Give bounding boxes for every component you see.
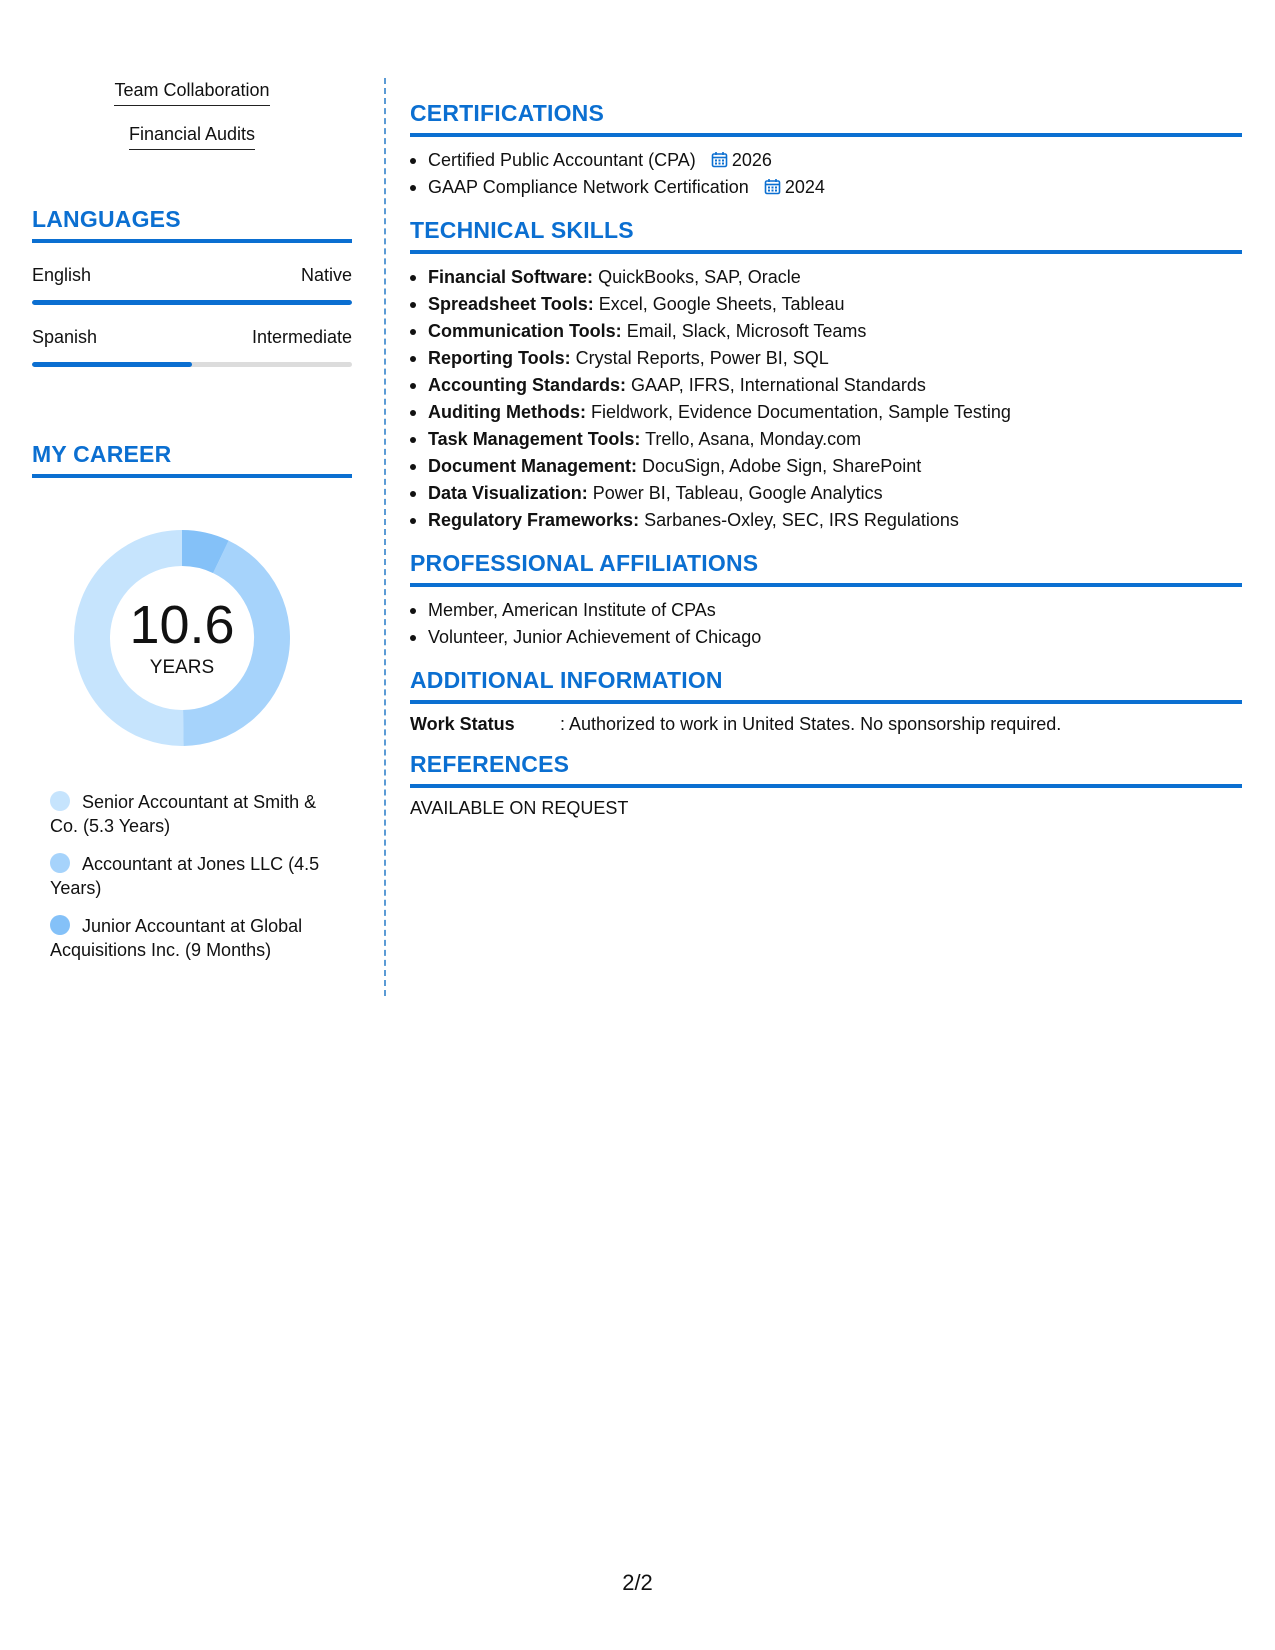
skill-item [410,507,1242,534]
certification-name: Certified Public Accountant (CPA) [428,150,696,170]
skill-item [410,399,1242,426]
skill-label: Communication Tools: [428,321,622,341]
skill-item [410,372,1242,399]
languages-title: LANGUAGES [32,206,181,232]
technical-skills-title: TECHNICAL SKILLS [410,217,634,243]
skill-label: Regulatory Frameworks: [428,510,640,530]
certification-year: 2024 [784,177,825,197]
certification-item [410,174,1242,201]
career-title: MY CAREER [32,441,172,467]
section-rule [410,700,1242,704]
legend-dot-icon [50,853,70,873]
skill-label: Accounting Standards: [428,375,627,395]
skill-item [410,318,1242,345]
skill-label: Task Management Tools: [428,429,641,449]
calendar-icon [711,151,728,168]
technical-skills-section [410,217,1242,534]
language-proficiency-fill [32,362,192,367]
legend-dot-icon [50,791,70,811]
skill-item [410,426,1242,453]
page-number: 2/2 [622,1570,653,1595]
language-item [32,265,352,305]
skill-item [410,291,1242,318]
section-rule [32,474,352,478]
references-section [410,751,1242,819]
skill-item [410,480,1242,507]
calendar-icon [764,178,781,195]
skill-value: DocuSign, Adobe Sign, SharePoint [642,456,922,476]
skill-tag: Financial Audits [129,124,255,150]
skill-label: Auditing Methods: [428,402,586,422]
work-status-value: : Authorized to work in United States. No sponsorship required. [560,714,1062,734]
affiliation-item: Volunteer, Junior Achievement of Chicago [410,624,1242,651]
section-rule [410,133,1242,137]
skill-label: Financial Software: [428,267,594,287]
skill-label: Spreadsheet Tools: [428,294,594,314]
skill-item [410,264,1242,291]
career-legend-label: Accountant at Jones LLC (4.5 Years) [50,854,320,898]
career-donut-chart [66,522,298,754]
skill-value: QuickBooks, SAP, Oracle [598,267,801,287]
skill-value: Power BI, Tableau, Google Analytics [592,483,883,503]
skill-item [410,345,1242,372]
career-legend [50,790,340,962]
column-divider [384,78,386,996]
affiliations-section [410,550,1242,651]
career-legend-item [50,790,340,838]
certification-name: GAAP Compliance Network Certification [428,177,749,197]
skill-label: Data Visualization: [428,483,588,503]
career-legend-item [50,852,340,900]
language-proficiency-bar [32,362,352,367]
skill-value: Fieldwork, Evidence Documentation, Sample Testing [590,402,1011,422]
certification-item [410,147,1242,174]
language-level: Intermediate [251,327,352,347]
skill-label: Reporting Tools: [428,348,571,368]
languages-section [32,206,352,367]
career-legend-label: Senior Accountant at Smith & Co. (5.3 Years) [50,792,317,836]
language-item [32,327,352,367]
additional-info-section [410,667,1242,735]
language-proficiency-fill [32,300,352,305]
references-title: REFERENCES [410,751,570,777]
skill-label: Document Management: [428,456,638,476]
section-rule [32,239,352,243]
right-column [410,100,1242,835]
career-legend-label: Junior Accountant at Global Acquisitions Inc. (9 Months) [50,916,303,960]
career-legend-item [50,914,340,962]
language-level: Native [300,265,352,285]
section-rule [410,784,1242,788]
additional-info-title: ADDITIONAL INFORMATION [410,667,723,693]
language-name: English [32,265,92,285]
work-status-label: Work Status [410,714,515,734]
legend-dot-icon [50,915,70,935]
career-unit: YEARS [149,657,215,678]
language-proficiency-bar [32,300,352,305]
skill-value: GAAP, IFRS, International Standards [631,375,926,395]
career-section [32,441,352,962]
affiliation-item: Member, American Institute of CPAs [410,597,1242,624]
skill-value: Excel, Google Sheets, Tableau [598,294,845,314]
career-total: 10.6 [129,595,235,655]
work-status-row [410,714,1242,735]
skill-value: Email, Slack, Microsoft Teams [626,321,867,341]
skill-item [410,453,1242,480]
skill-value: Crystal Reports, Power BI, SQL [575,348,829,368]
skill-tag: Team Collaboration [114,80,269,106]
language-name: Spanish [32,327,98,347]
certification-year: 2026 [731,150,772,170]
skill-tags [32,80,352,168]
skill-value: Trello, Asana, Monday.com [645,429,862,449]
left-column [32,80,352,976]
certifications-section [410,100,1242,201]
references-text: AVAILABLE ON REQUEST [410,798,629,818]
skill-value: Sarbanes-Oxley, SEC, IRS Regulations [644,510,959,530]
affiliations-title: PROFESSIONAL AFFILIATIONS [410,550,759,576]
section-rule [410,250,1242,254]
certifications-title: CERTIFICATIONS [410,100,605,126]
section-rule [410,583,1242,587]
